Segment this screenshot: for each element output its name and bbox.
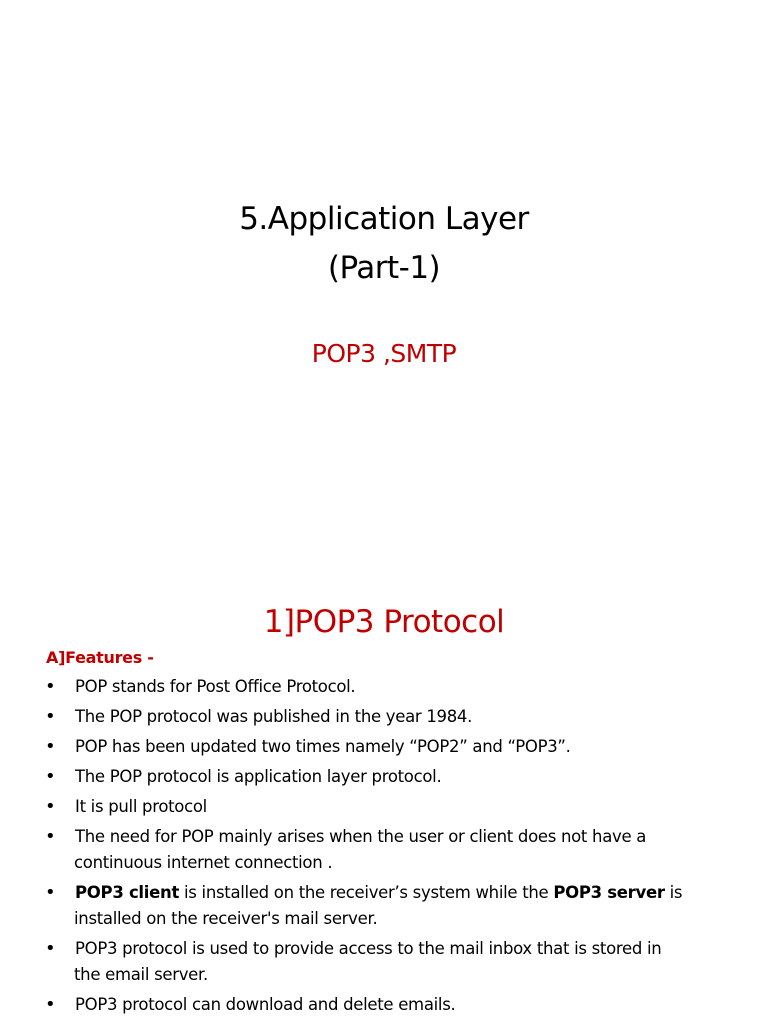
bullet-icon: •	[45, 882, 56, 903]
section-title: 1]POP3 Protocol	[263, 604, 505, 640]
features-bullet-list	[0, 674, 768, 1022]
bullet-text-tail: is	[664, 883, 683, 902]
bullet-icon: •	[45, 994, 56, 1015]
list-item	[0, 880, 768, 932]
bullet-text: The POP protocol was published in the year 1984.	[75, 707, 473, 726]
bullet-icon: •	[45, 766, 56, 787]
bullet-icon: •	[45, 796, 56, 817]
bullet-text: It is pull protocol	[75, 797, 207, 816]
bullet-text-line-1: The need for POP mainly arises when the user or client does not have a	[75, 827, 647, 846]
bullet-text: POP3 protocol can download and delete emails.	[75, 995, 456, 1014]
bullet-icon: •	[45, 736, 56, 757]
bullet-icon: •	[45, 826, 56, 847]
bullet-text: POP stands for Post Office Protocol.	[75, 677, 356, 696]
bullet-icon: •	[45, 938, 56, 959]
pop3-client-term: POP3 client	[75, 883, 180, 902]
list-item	[0, 992, 768, 1018]
bullet-icon: •	[45, 676, 56, 697]
bullet-text-line-2: the email server.	[74, 965, 208, 984]
list-item	[0, 764, 768, 790]
features-heading: A]Features -	[46, 648, 154, 667]
pop3-server-term: POP3 server	[553, 883, 665, 902]
bullet-text-line-2: continuous internet connection .	[74, 853, 333, 872]
bullet-text-line-2: installed on the receiver's mail server.	[74, 909, 378, 928]
list-item	[0, 936, 768, 988]
slide-subtitle: POP3 ,SMTP	[311, 339, 457, 368]
list-item	[0, 674, 768, 700]
bullet-text: POP has been updated two times namely “POP2” and “POP3”.	[75, 737, 571, 756]
list-item	[0, 794, 768, 820]
bullet-text: The POP protocol is application layer protocol.	[75, 767, 442, 786]
bullet-text-mid: is installed on the receiver’s system while the	[179, 883, 554, 902]
slide-title-line-2: (Part-1)	[327, 250, 441, 286]
list-item	[0, 704, 768, 730]
slide-title-line-1: 5.Application Layer	[239, 201, 529, 237]
bullet-text-line-1: POP3 protocol is used to provide access to the mail inbox that is stored in	[75, 939, 662, 958]
bullet-icon: •	[45, 706, 56, 727]
list-item	[0, 824, 768, 876]
list-item	[0, 734, 768, 760]
